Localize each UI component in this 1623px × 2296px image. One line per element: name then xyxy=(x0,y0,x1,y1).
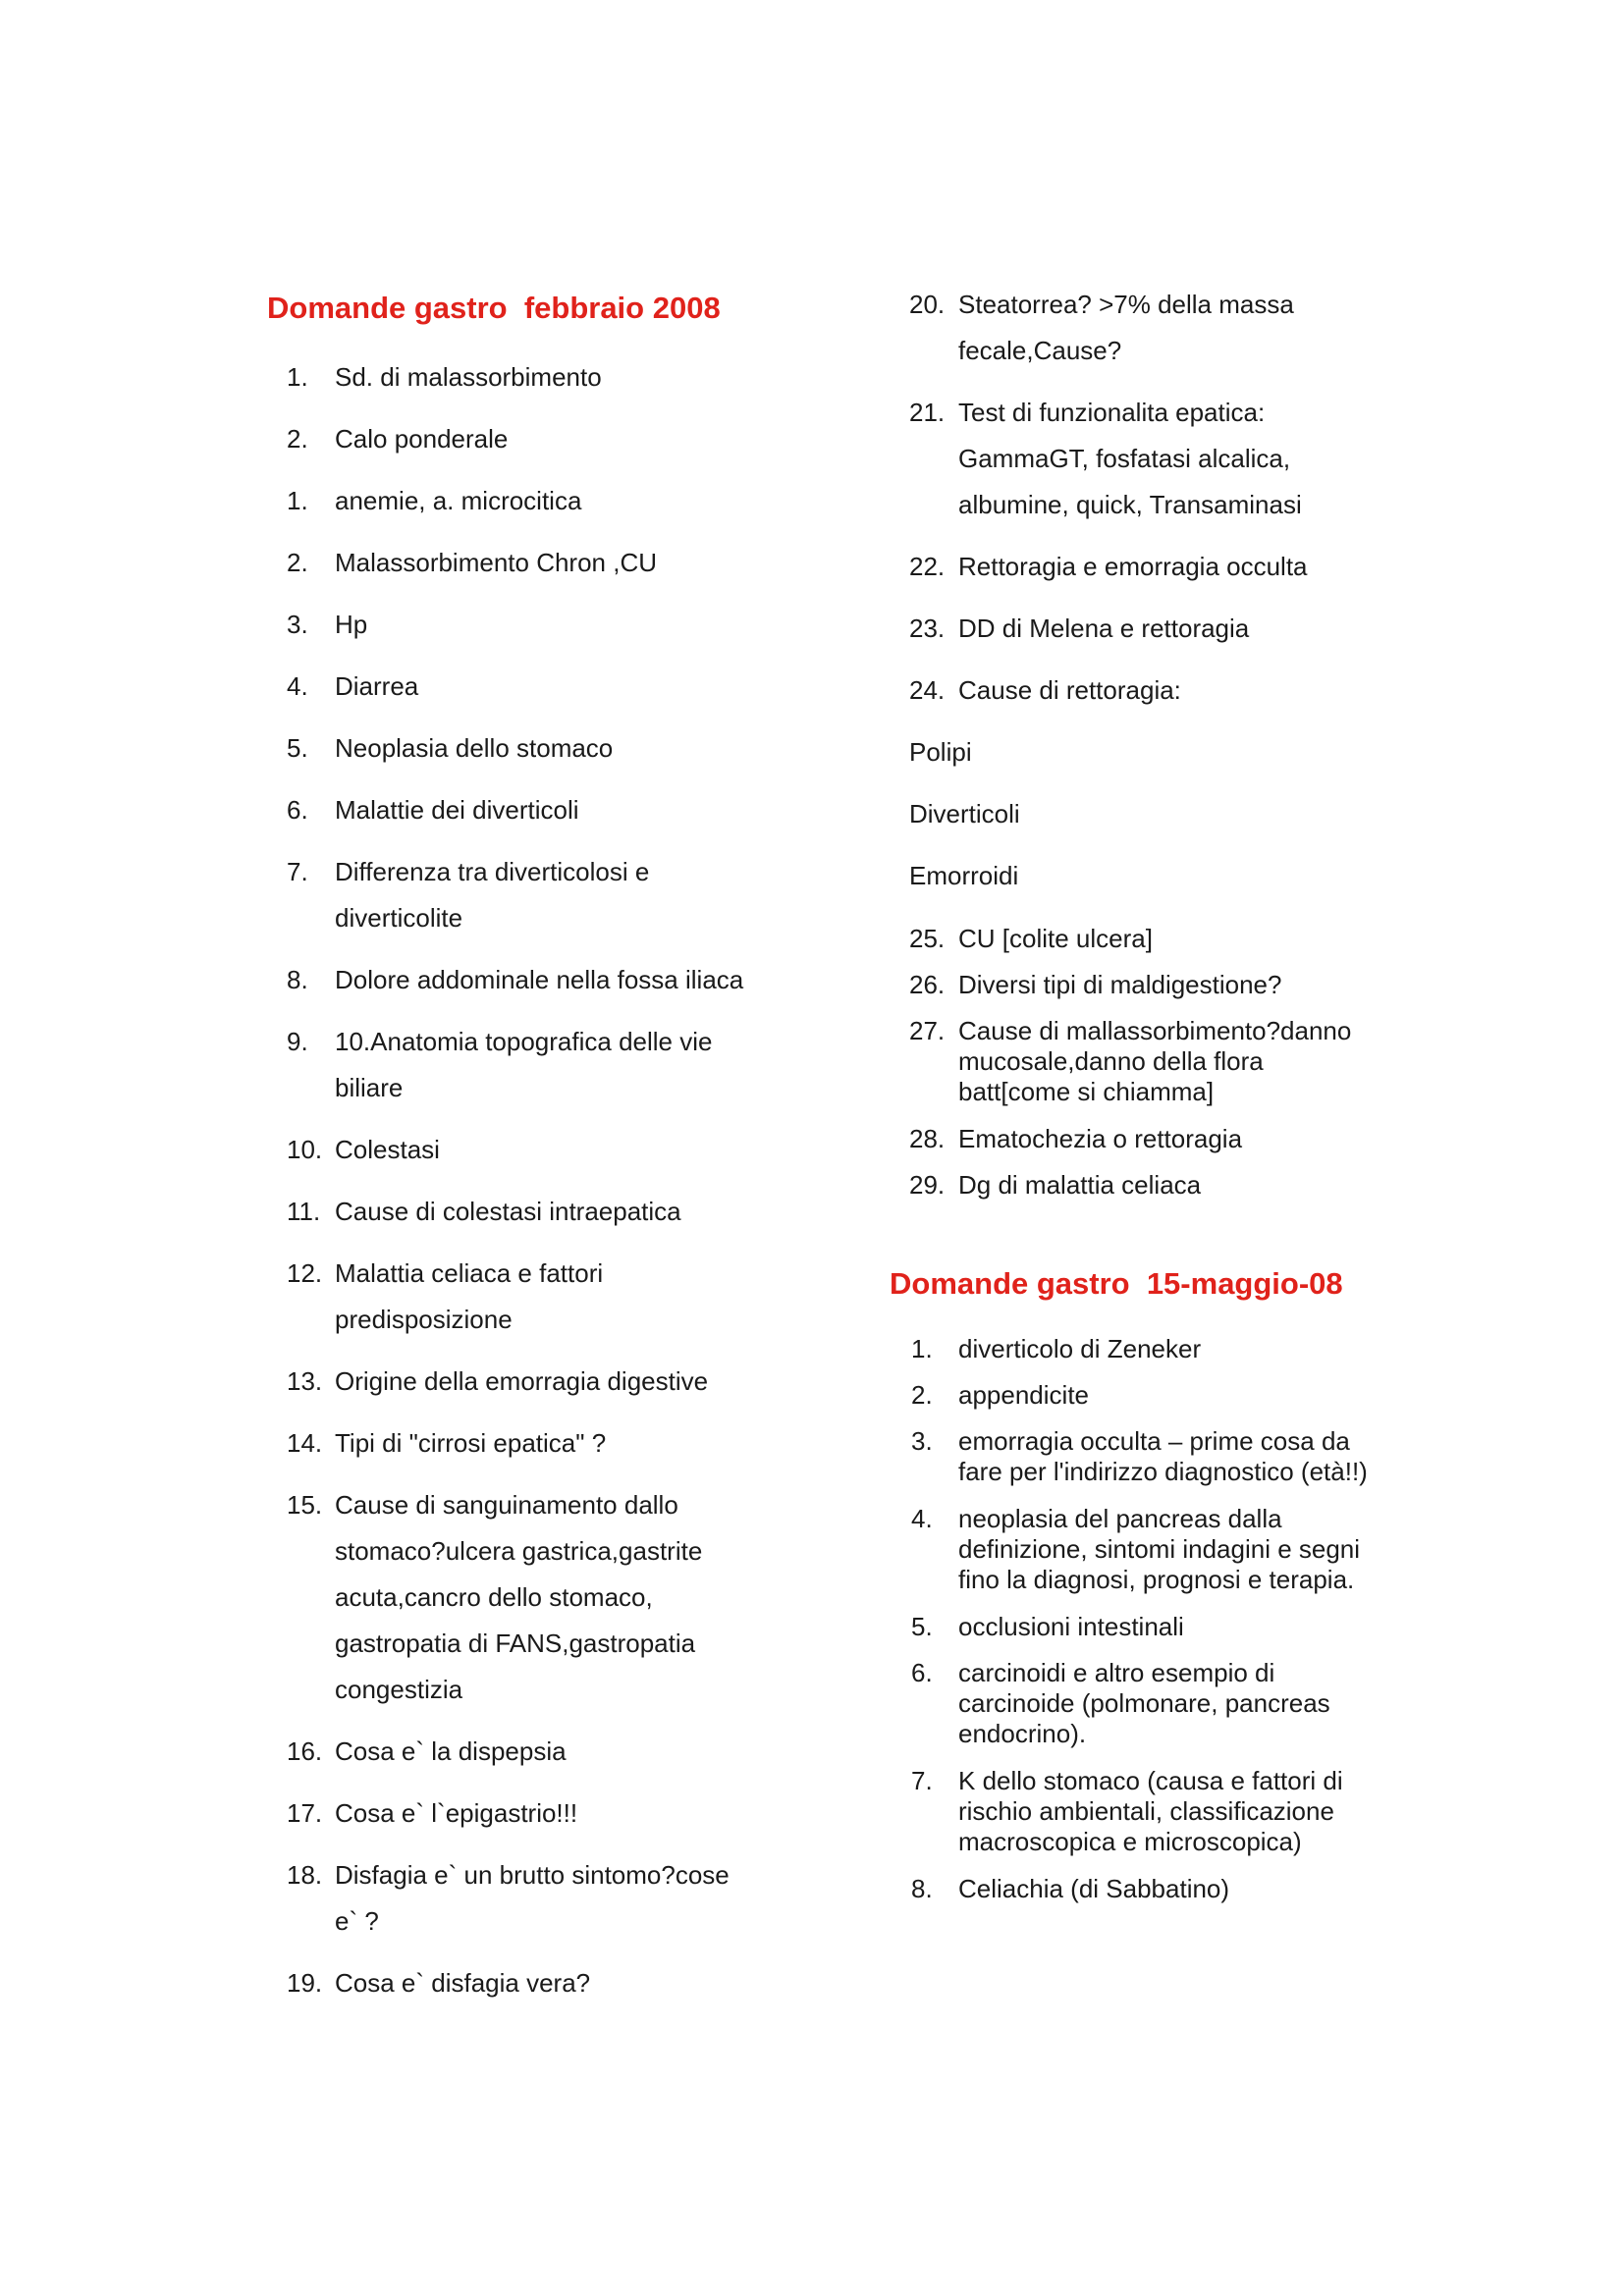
list-item: 26. Diversi tipi di maldigestione? xyxy=(909,970,1282,999)
list-item: 7. Differenza tra diverticolosi e diverticolite xyxy=(287,857,650,933)
list-item: 25. CU [colite ulcera] xyxy=(909,924,1153,953)
list-item: 22. Rettoragia e emorragia occulta xyxy=(909,552,1308,581)
list-item: 4. Diarrea xyxy=(287,671,419,701)
list-item: 2. Malassorbimento Chron ,CU xyxy=(287,548,658,577)
list-item: 4. neoplasia del pancreas dalla definizione, sintomi indagini e segni fino la diagnosi, prognosi e terapia. xyxy=(911,1504,1361,1594)
cause-diverticoli: Diverticoli xyxy=(909,799,1020,828)
list-item: 8. Dolore addominale nella fossa iliaca xyxy=(287,965,744,994)
list-item: 8. Celiachia (di Sabbatino) xyxy=(911,1874,1230,1903)
section2-title: Domande gastro 15-maggio-08 xyxy=(890,1266,1343,1301)
list-item: 16. Cosa e` la dispepsia xyxy=(287,1736,567,1766)
list-item: 5. occlusioni intestinali xyxy=(911,1612,1184,1641)
list-item: 5. Neoplasia dello stomaco xyxy=(287,733,614,763)
list-item: 9. 10.Anatomia topografica delle vie biliare xyxy=(287,1027,713,1102)
list-item: 27. Cause di mallassorbimento?danno mucosale,danno della flora batt[come si chiamma] xyxy=(909,1016,1352,1106)
list-item: 13. Origine della emorragia digestive xyxy=(287,1366,709,1396)
list-item: 17. Cosa e` l`epigastrio!!! xyxy=(287,1798,578,1828)
list-item: 1. diverticolo di Zeneker xyxy=(911,1334,1202,1363)
list-item: 2. appendicite xyxy=(911,1380,1089,1410)
list-item: 23. DD di Melena e rettoragia xyxy=(909,614,1250,643)
list-item: 6. carcinoidi e altro esempio di carcinoide (polmonare, pancreas endocrino). xyxy=(911,1658,1330,1748)
list-item: 29. Dg di malattia celiaca xyxy=(909,1170,1202,1200)
list-item: 6. Malattie dei diverticoli xyxy=(287,795,579,825)
section1-title: Domande gastro febbraio 2008 xyxy=(267,291,721,325)
cause-emorroidi: Emorroidi xyxy=(909,861,1019,890)
list-item: 18. Disfagia e` un brutto sintomo?cose e` ? xyxy=(287,1860,730,1936)
list-item: 21. Test di funzionalita epatica: GammaGT, fosfatasi alcalica, albumine, quick, Transaminasi xyxy=(909,398,1302,519)
list-item: 15. Cause di sanguinamento dallo stomaco?ulcera gastrica,gastrite acuta,cancro dello stomaco, gastropatia di FANS,gastropatia congestizia xyxy=(287,1490,703,1704)
list-item: 24. Cause di rettoragia: xyxy=(909,675,1181,705)
list-item: 1. anemie, a. microcitica xyxy=(287,486,582,515)
list-item: 12. Malattia celiaca e fattori predisposizione xyxy=(287,1258,604,1334)
list-item: 14. Tipi di "cirrosi epatica" ? xyxy=(287,1428,607,1458)
list-item: 1. Sd. di malassorbimento xyxy=(287,362,602,392)
list-item: 28. Ematochezia o rettoragia xyxy=(909,1124,1243,1153)
list-item: 3. emorragia occulta – prime cosa da fare per l'indirizzo diagnostico (età!!) xyxy=(911,1426,1368,1486)
list-item: 11. Cause di colestasi intraepatica xyxy=(287,1197,681,1226)
list-item: 7. K dello stomaco (causa e fattori di rischio ambientali, classificazione macroscopica e microscopica) xyxy=(911,1766,1343,1856)
list-item: 2. Calo ponderale xyxy=(287,424,509,454)
list-item: 20. Steatorrea? >7% della massa fecale,Cause? xyxy=(909,290,1294,365)
cause-polipi: Polipi xyxy=(909,737,972,767)
list-item: 10. Colestasi xyxy=(287,1135,440,1164)
list-item: 3. Hp xyxy=(287,610,368,639)
list-item: 19. Cosa e` disfagia vera? xyxy=(287,1968,591,1998)
